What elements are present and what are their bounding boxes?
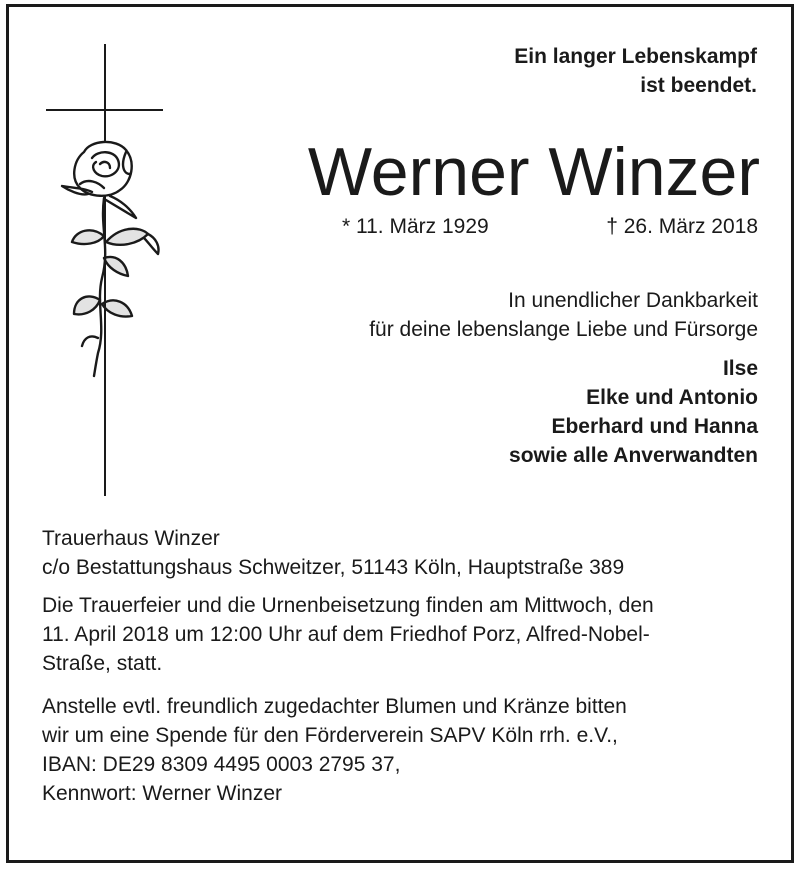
mourner-name: sowie alle Anverwandten	[509, 444, 758, 467]
donation-line: wir um eine Spende für den Förderverein SAPV Köln rrh. e.V.,	[42, 724, 618, 747]
mourner-name: Ilse	[722, 357, 758, 380]
birth-date: * 11. März 1929	[342, 215, 489, 238]
intro-line: Ein langer Lebenskampf	[514, 45, 757, 68]
mourners-list	[509, 354, 758, 470]
ceremony-line: Die Trauerfeier und die Urnenbeisetzung finden am Mittwoch, den	[42, 594, 654, 617]
intro-line: ist beendet.	[640, 74, 757, 97]
address-line: Trauerhaus Winzer	[42, 527, 220, 550]
death-date: † 26. März 2018	[606, 215, 758, 238]
cross-horizontal-bar	[46, 109, 163, 111]
ceremony-line: Straße, statt.	[42, 652, 163, 675]
gratitude-line: In unendlicher Dankbarkeit	[508, 289, 758, 312]
deceased-name: Werner Winzer	[307, 134, 760, 210]
rose-icon	[40, 138, 170, 380]
ceremony-line: 11. April 2018 um 12:00 Uhr auf dem Friedhof Porz, Alfred-Nobel-	[42, 623, 650, 646]
gratitude-text	[369, 286, 758, 344]
intro-text	[514, 42, 757, 100]
donation-line: Kennwort: Werner Winzer	[42, 782, 283, 805]
mourner-name: Elke und Antonio	[586, 386, 758, 409]
donation-line: IBAN: DE29 8309 4495 0003 2795 37,	[42, 753, 401, 776]
gratitude-line: für deine lebenslange Liebe und Fürsorge	[369, 318, 758, 341]
donation-line: Anstelle evtl. freundlich zugedachter Blumen und Kränze bitten	[42, 695, 627, 718]
address-line: c/o Bestattungshaus Schweitzer, 51143 Köln, Hauptstraße 389	[42, 556, 625, 579]
mourner-name: Eberhard und Hanna	[551, 415, 758, 438]
info-block	[42, 524, 772, 808]
